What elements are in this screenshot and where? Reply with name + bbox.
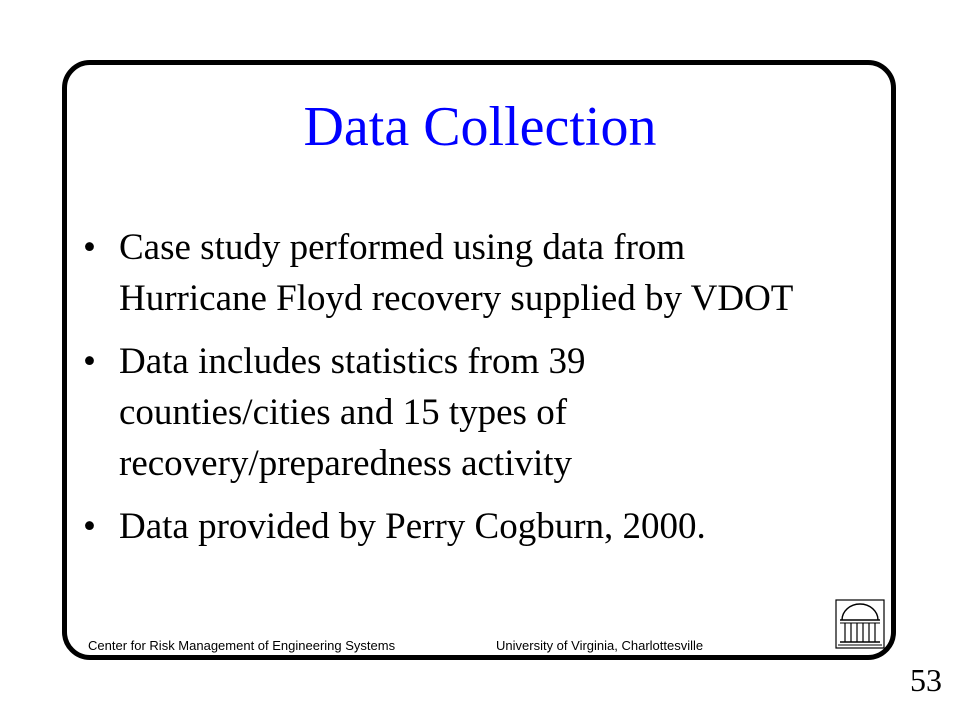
footer-organization: Center for Risk Management of Engineering Systems [88, 638, 396, 653]
slide-title: Data Collection [303, 96, 657, 158]
page-number: 53 [910, 662, 942, 698]
bullet-text: Case study performed using data from Hurricane Floyd recovery supplied by VDOT [119, 227, 794, 319]
bullet-marker: • [83, 341, 96, 382]
bullet-list [83, 222, 803, 564]
bullet-text: Data includes statistics from 39 counties/cities and 15 types of recovery/preparedness activity [119, 341, 586, 484]
rotunda-icon [834, 598, 886, 650]
bullet-item [83, 501, 803, 552]
bullet-item [83, 222, 803, 324]
bullet-item [83, 336, 803, 489]
bullet-marker: • [83, 227, 96, 268]
bullet-marker: • [83, 506, 96, 547]
footer-university: University of Virginia, Charlottesville [496, 638, 704, 653]
bullet-text: Data provided by Perry Cogburn, 2000. [119, 506, 706, 547]
